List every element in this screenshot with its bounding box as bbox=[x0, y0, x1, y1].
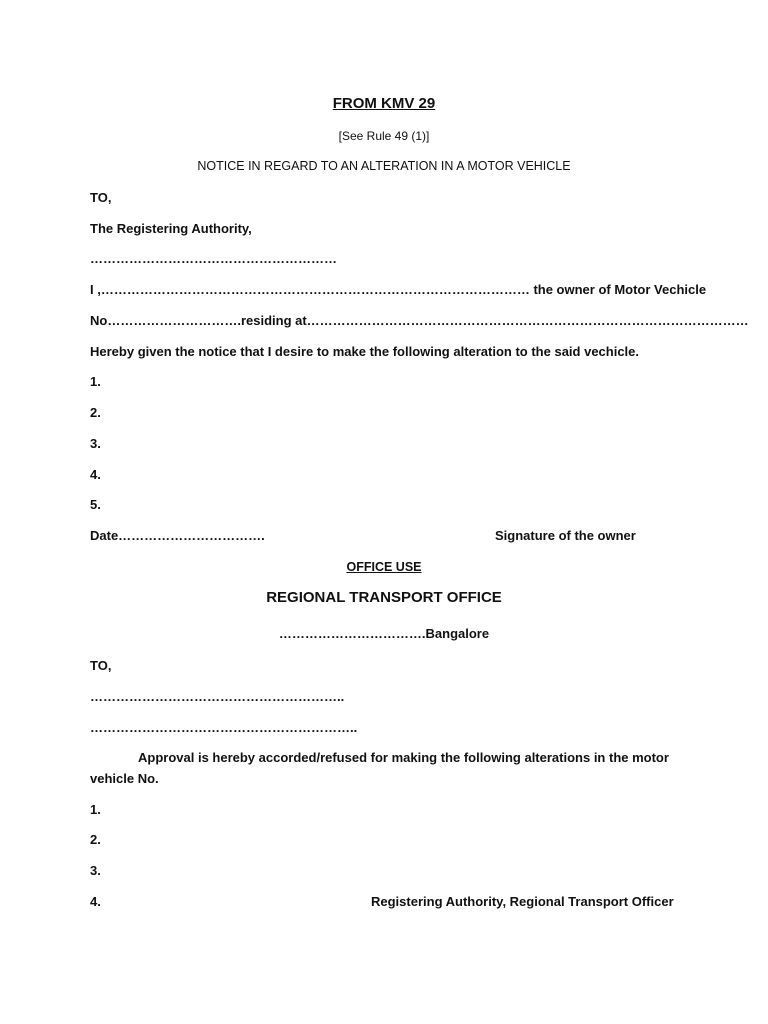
rto-signature-label: Registering Authority, Regional Transport Officer bbox=[371, 894, 674, 909]
rto-title: REGIONAL TRANSPORT OFFICE bbox=[266, 589, 502, 606]
owner-line: I ,……………………………………………………………………………………… the owner of Motor Vechicle bbox=[90, 282, 707, 297]
approval-paragraph: Approval is hereby accorded/refused for making the following alterations in the motor vehicle No. bbox=[90, 750, 669, 786]
office-use-heading: OFFICE USE bbox=[346, 560, 422, 574]
approval-item-4: 4. bbox=[90, 894, 101, 909]
to-label: TO, bbox=[90, 190, 112, 205]
alteration-item-3: 3. bbox=[90, 436, 101, 451]
alteration-item-2: 2. bbox=[90, 405, 101, 420]
date-line: Date……………………………. bbox=[90, 528, 265, 543]
approval-item-1: 1. bbox=[90, 802, 101, 817]
alteration-item-4: 4. bbox=[90, 467, 101, 482]
bangalore-line: …………………………….Bangalore bbox=[278, 626, 490, 641]
address-blank-2: …………………………………………………….. bbox=[90, 720, 358, 735]
residing-line: No………………………….residing at………………………………………………………………………………………… bbox=[90, 313, 749, 328]
alteration-item-5: 5. bbox=[90, 497, 101, 512]
to-label-office: TO, bbox=[90, 658, 112, 673]
owner-signature-label: Signature of the owner bbox=[495, 528, 636, 543]
address-blank-1: ………………………………………………….. bbox=[90, 689, 345, 704]
form-title: FROM KMV 29 bbox=[332, 95, 436, 112]
approval-item-2: 2. bbox=[90, 832, 101, 847]
authority-label: The Registering Authority, bbox=[90, 221, 252, 236]
authority-blank: ………………………………………………… bbox=[90, 251, 337, 266]
notice-heading: NOTICE IN REGARD TO AN ALTERATION IN A MOTOR VEHICLE bbox=[197, 159, 571, 173]
approval-item-3: 3. bbox=[90, 863, 101, 878]
rule-reference: [See Rule 49 (1)] bbox=[338, 129, 430, 143]
hereby-line: Hereby given the notice that I desire to make the following alteration to the said vechicle. bbox=[90, 344, 640, 359]
alteration-item-1: 1. bbox=[90, 374, 101, 389]
